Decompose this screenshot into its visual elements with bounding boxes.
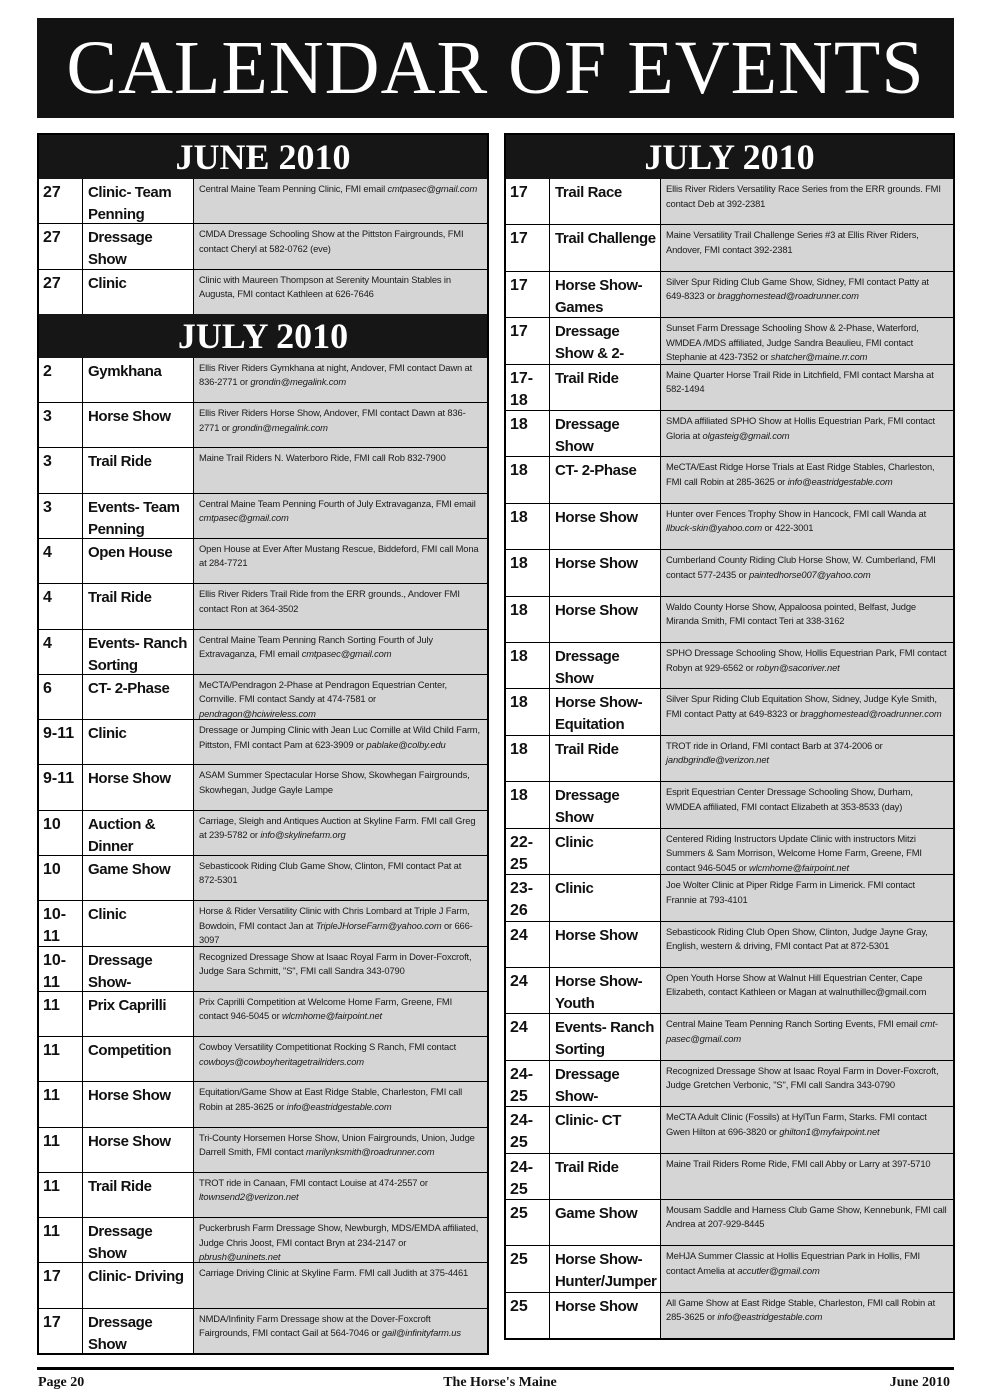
event-row xyxy=(506,1199,953,1245)
event-email: pendragon@hciwireless.com xyxy=(199,707,316,719)
event-email: ltownsend2@verizon.net xyxy=(199,1191,299,1203)
event-description-text: ASAM Summer Spectacular Horse Show, Skowhegan Fairgrounds, Skowhegan, Judge Gayle Lampe xyxy=(199,769,470,795)
event-description xyxy=(661,225,953,270)
event-type: Clinic- Driving xyxy=(83,1263,194,1307)
event-type: Dressage Show xyxy=(550,643,661,688)
event-type: Clinic- Team Penning xyxy=(83,179,194,223)
event-description xyxy=(661,504,953,549)
event-email: pbrush@uninets.net xyxy=(199,1251,281,1263)
event-description-text: Carriage Driving Clinic at Skyline Farm. FMI call Judith at 375-4461 xyxy=(199,1267,469,1279)
page-title: CALENDAR OF EVENTS xyxy=(37,18,954,118)
event-type: Competition xyxy=(83,1037,194,1081)
event-type: Game Show xyxy=(550,1200,661,1245)
event-type: Clinic- CT xyxy=(550,1107,661,1152)
event-row xyxy=(39,1036,487,1081)
event-description xyxy=(661,179,953,224)
event-type: Prix Caprilli xyxy=(83,992,194,1036)
event-type: Clinic xyxy=(83,270,194,314)
event-description xyxy=(661,365,953,410)
event-description-text: MeCTA Adult Clinic (Fossils) at HylTun Farm, Starks. FMI contact Gwen Hilton at 696-3820 or xyxy=(666,1111,927,1137)
event-description xyxy=(194,494,487,538)
event-description-text: Central Maine Team Penning Ranch Sorting Fourth of July Extravaganza, FMI email xyxy=(199,633,433,660)
event-date: 18 xyxy=(506,411,550,456)
event-row xyxy=(39,358,487,402)
event-date: 25 xyxy=(506,1200,550,1245)
event-date: 10 xyxy=(39,856,83,900)
event-row xyxy=(506,317,953,363)
event-type: Dressage Show xyxy=(83,1309,194,1353)
event-date: 4 xyxy=(39,630,83,674)
event-description-text: Maine Versatility Trail Challenge Series #3 at Ellis River Riders, Andover, FMI contact 392-2381 xyxy=(666,229,919,255)
event-row xyxy=(39,719,487,764)
event-row xyxy=(506,735,953,781)
event-email: pablake@colby.edu xyxy=(366,738,446,750)
event-description xyxy=(661,318,953,363)
event-email: info@eastridgestable.com xyxy=(286,1100,392,1112)
event-description xyxy=(661,968,953,1013)
event-description xyxy=(194,270,487,314)
publication-name: The Horse's Maine xyxy=(443,1375,557,1390)
event-row xyxy=(39,991,487,1036)
event-row xyxy=(39,1308,487,1353)
event-description xyxy=(194,856,487,900)
event-row xyxy=(506,781,953,827)
event-description xyxy=(661,1014,953,1059)
event-date: 3 xyxy=(39,448,83,492)
event-row xyxy=(506,179,953,224)
event-description-text: MeHJA Summer Classic at Hollis Equestrian Park in Hollis, FMI contact Amelia at xyxy=(666,1250,920,1276)
event-type: Events- Team Penning xyxy=(83,494,194,538)
event-row xyxy=(506,410,953,456)
event-row xyxy=(506,1060,953,1106)
event-date: 18 xyxy=(506,782,550,827)
event-type: CT- 2-Phase xyxy=(83,675,194,719)
event-row xyxy=(506,688,953,734)
event-email: grondin@megalink.com xyxy=(232,421,328,433)
event-description-text: Ellis River Riders Trail Ride from the ERR grounds., Andover FMI contact Ron at 364-3502 xyxy=(199,588,460,614)
event-row xyxy=(506,503,953,549)
event-date: 10-11 xyxy=(39,901,83,945)
event-description-text: Recognized Dressage Show at Isaac Royal Farm in Dover-Foxcroft, Judge Sara Schmitt, "S", FMI call Sandra 343-0790 xyxy=(199,950,472,976)
event-date: 27 xyxy=(39,224,83,268)
event-email: cmtpasec@gmail.com xyxy=(301,648,392,660)
event-description xyxy=(661,1293,953,1338)
event-date: 11 xyxy=(39,1037,83,1081)
event-email: bragghomestead@roadrunner.com xyxy=(800,707,942,719)
event-email: info@skylinefarm.org xyxy=(260,829,346,841)
event-row xyxy=(39,402,487,447)
event-row xyxy=(506,921,953,967)
event-email: marilynksmith@roadrunner.com xyxy=(305,1146,435,1158)
event-description xyxy=(661,689,953,734)
event-email: cowboys@cowboyheritagetrailriders.com xyxy=(199,1055,364,1067)
event-date: 27 xyxy=(39,179,83,223)
event-type: Dressage Show xyxy=(83,1218,194,1262)
event-description-text: Sunset Farm Dressage Schooling Show & 2-Phase, Waterford, WMDEA /MDS affiliated, Judge Sandra Beaulieu, FMI contact Stephanie at 423-7352 or xyxy=(666,322,919,363)
event-row xyxy=(39,223,487,268)
event-date: 4 xyxy=(39,539,83,583)
event-description-text: TROT ride in Orland, FMI contact Barb at 374-2006 or xyxy=(666,739,883,751)
event-date: 3 xyxy=(39,494,83,538)
event-date: 18 xyxy=(506,504,550,549)
event-description-text: Maine Trail Riders N. Waterboro Ride, FMI call Rob 832-7900 xyxy=(199,452,446,464)
event-row xyxy=(506,224,953,270)
event-type: Horse Show xyxy=(83,1128,194,1172)
event-date: 2 xyxy=(39,358,83,402)
event-type: Trail Ride xyxy=(550,1154,661,1199)
issue-date: June 2010 xyxy=(889,1375,950,1390)
event-type: Horse Show- Games xyxy=(550,272,661,317)
event-type: Horse Show xyxy=(550,550,661,595)
event-description-text: Tri-County Horsemen Horse Show, Union Fairgrounds, Union, Judge Darrell Smith, FMI contact xyxy=(199,1131,475,1158)
event-row xyxy=(39,1127,487,1172)
event-description xyxy=(194,1218,487,1262)
event-description-text: Ellis River Riders Horse Show, Andover, FMI contact Dawn at 836-2771 or xyxy=(199,407,466,433)
event-email: cmtpasec@gmail.com xyxy=(387,183,478,194)
event-type: Horse Show xyxy=(550,504,661,549)
event-description-text: SPHO Dressage Schooling Show, Hollis Equestrian Park, FMI contact Robyn at 929-6562 or xyxy=(666,647,947,673)
event-description xyxy=(194,1037,487,1081)
event-row xyxy=(506,1013,953,1059)
event-description xyxy=(194,811,487,855)
event-description-text: Open House at Ever After Mustang Rescue, Biddeford, FMI call Mona at 284-7721 xyxy=(199,542,479,569)
event-row xyxy=(506,596,953,642)
event-row xyxy=(39,946,487,991)
event-description xyxy=(194,448,487,492)
event-date: 22-25 xyxy=(506,829,550,874)
event-type: Horse Show- Youth xyxy=(550,968,661,1013)
event-type: Auction & Dinner xyxy=(83,811,194,855)
event-description xyxy=(194,403,487,447)
event-date: 25 xyxy=(506,1293,550,1338)
event-description-text: Carriage, Sleigh and Antiques Auction at Skyline Farm. FMI call Greg at 239-5782 or xyxy=(199,814,476,841)
event-type: Horse Show xyxy=(550,597,661,642)
month-header: JUNE 2010 xyxy=(39,135,487,179)
event-description-text: Sebasticook Riding Club Open Show, Clinton, Judge Jayne Gray, English, western & driving, FMI contact Pat at 872-5301 xyxy=(666,925,928,951)
event-description xyxy=(661,875,953,920)
event-row xyxy=(506,1245,953,1291)
event-description xyxy=(661,1246,953,1291)
event-description xyxy=(661,829,953,874)
event-email: jandbgrindle@verizon.net xyxy=(666,754,769,766)
event-type: Open House xyxy=(83,539,194,583)
event-description xyxy=(661,1200,953,1245)
event-row xyxy=(39,629,487,674)
event-description xyxy=(194,224,487,268)
event-description-end: or 666-3097 xyxy=(199,919,473,946)
event-date: 10-11 xyxy=(39,947,83,991)
event-description-text: Mousam Saddle and Harness Club Game Show, Kennebunk, FMI call Andrea at 207-929-8445 xyxy=(666,1203,947,1230)
event-description xyxy=(194,1082,487,1126)
event-date: 9-11 xyxy=(39,720,83,764)
event-description-end: or 422-3001 xyxy=(762,522,814,534)
event-email: olgasteig@gmail.com xyxy=(702,429,790,441)
event-date: 27 xyxy=(39,270,83,314)
event-description-text: NMDA/Infinity Farm Dressage show at the Dover-Foxcroft Fairgrounds, FMI contact Gail at 564-7046 or xyxy=(199,1312,431,1339)
event-description xyxy=(661,1154,953,1199)
event-description xyxy=(194,630,487,674)
event-row xyxy=(506,456,953,502)
event-description xyxy=(194,947,487,991)
event-row xyxy=(39,1081,487,1126)
event-description xyxy=(661,550,953,595)
event-type: Trail Ride xyxy=(550,736,661,781)
event-type: Horse Show xyxy=(83,765,194,809)
event-email: wlcmhome@fairpoint.net xyxy=(282,1010,383,1022)
event-description-text: Hunter over Fences Trophy Show in Hancock, FMI call Wanda at xyxy=(666,507,927,519)
event-description-text: MeCTA/Pendragon 2-Phase at Pendragon Equestrian Center, Cornville. FMI contact Sandy at 474-7581 or xyxy=(199,678,447,705)
event-type: Trail Challenge xyxy=(550,225,661,270)
event-description xyxy=(194,1128,487,1172)
event-row xyxy=(506,1292,953,1338)
event-description xyxy=(194,992,487,1036)
event-type: Trail Ride xyxy=(550,365,661,410)
event-description-text: TROT ride in Canaan, FMI contact Louise at 474-2557 or xyxy=(199,1176,428,1188)
event-description-text: Cowboy Versatility Competitionat Rocking S Ranch, FMI contact xyxy=(199,1041,457,1053)
event-description xyxy=(661,1107,953,1152)
event-email: robyn@sacoriver.net xyxy=(756,661,840,673)
event-description-text: MeCTA/East Ridge Horse Trials at East Ridge Stables, Charleston, FMI call Robin at 285-3625 or xyxy=(666,461,935,487)
event-row xyxy=(39,1217,487,1262)
event-type: Dressage Show xyxy=(550,782,661,827)
event-description xyxy=(661,782,953,827)
event-date: 18 xyxy=(506,597,550,642)
event-row xyxy=(39,538,487,583)
event-row xyxy=(506,1106,953,1152)
event-email: ghilton1@myfairpoint.net xyxy=(779,1125,880,1137)
event-description xyxy=(194,179,487,223)
event-row xyxy=(506,271,953,317)
event-description-text: Silver Spur Riding Club Equitation Show, Sidney, Judge Kyle Smith, FMI contact Patty at 649-8323 or xyxy=(666,693,937,719)
event-row xyxy=(506,967,953,1013)
event-type: Dressage Show xyxy=(550,411,661,456)
event-row xyxy=(39,179,487,223)
event-row xyxy=(506,1153,953,1199)
event-email: wlcmhome@fairpoint.net xyxy=(749,861,850,873)
event-type: Trail Ride xyxy=(83,448,194,492)
event-description-text: All Game Show at East Ridge Stable, Charleston, FMI call Robin at 285-3625 or xyxy=(666,1296,936,1323)
event-date: 17 xyxy=(39,1263,83,1307)
event-description-text: Maine Trail Riders Rome Ride, FMI call Abby or Larry at 397-5710 xyxy=(666,1157,931,1169)
event-email: TripleJHorseFarm@yahoo.com xyxy=(315,919,442,931)
event-row xyxy=(39,1262,487,1307)
event-date: 3 xyxy=(39,403,83,447)
event-description xyxy=(661,272,953,317)
event-email: grondin@megalink.com xyxy=(250,376,347,388)
event-date: 24-25 xyxy=(506,1061,550,1106)
event-date: 17 xyxy=(506,272,550,317)
event-date: 23-26 xyxy=(506,875,550,920)
event-date: 11 xyxy=(39,1128,83,1172)
event-date: 4 xyxy=(39,584,83,628)
event-description xyxy=(661,1061,953,1106)
event-date: 18 xyxy=(506,643,550,688)
event-description xyxy=(194,584,487,628)
event-type: Horse Show xyxy=(83,403,194,447)
footer-rule xyxy=(37,1367,954,1370)
event-description-text: Cumberland County Riding Club Horse Show, W. Cumberland, FMI contact 577-2435 or xyxy=(666,554,936,580)
event-description xyxy=(194,675,487,719)
event-row xyxy=(39,855,487,900)
event-row xyxy=(506,364,953,410)
event-type: Clinic xyxy=(550,875,661,920)
event-email: bragghomestead@roadrunner.com xyxy=(717,290,859,302)
event-date: 17 xyxy=(506,225,550,270)
left-calendar-column xyxy=(37,133,489,1355)
event-row xyxy=(506,828,953,874)
event-type: Dressage Show & 2- xyxy=(550,318,661,363)
event-date: 6 xyxy=(39,675,83,719)
event-description-text: Esprit Equestrian Center Dressage Schooling Show, Durham, WMDEA affiliated, FMI contact Elizabeth at 353-8533 (day) xyxy=(666,786,913,812)
event-type: Horse Show- Equitation xyxy=(550,689,661,734)
event-row xyxy=(39,764,487,809)
event-type: CT- 2-Phase xyxy=(550,457,661,502)
event-description xyxy=(194,1173,487,1217)
event-date: 24-25 xyxy=(506,1154,550,1199)
event-description xyxy=(194,358,487,402)
event-email: cmtpasec@gmail.com xyxy=(199,512,289,524)
event-description-text: Equitation/Game Show at East Ridge Stable, Charleston, FMI call Robin at 285-3625 or xyxy=(199,1086,463,1112)
event-type: Trail Ride xyxy=(83,1173,194,1217)
event-date: 11 xyxy=(39,1218,83,1262)
event-email: accutler@gmail.com xyxy=(737,1264,820,1276)
event-type: Clinic xyxy=(550,829,661,874)
event-date: 11 xyxy=(39,1082,83,1126)
event-row xyxy=(39,674,487,719)
event-description xyxy=(661,643,953,688)
event-description xyxy=(661,457,953,502)
event-row xyxy=(39,447,487,492)
event-type: Clinic xyxy=(83,720,194,764)
event-type: Horse Show xyxy=(83,1082,194,1126)
event-description-text: Dressage or Jumping Clinic with Jean Luc Cornille at Wild Child Farm, Pittston, FMI contact Pam at 623-3909 or xyxy=(199,724,480,750)
event-date: 11 xyxy=(39,1173,83,1217)
event-description xyxy=(194,901,487,945)
event-type: Gymkhana xyxy=(83,358,194,402)
event-type: Clinic xyxy=(83,901,194,945)
event-row xyxy=(39,493,487,538)
event-date: 17 xyxy=(39,1309,83,1353)
event-description-text: Prix Caprilli Competition at Welcome Home Farm, Greene, FMI contact 946-5045 or xyxy=(199,995,453,1022)
event-description xyxy=(661,597,953,642)
event-type: Dressage Show xyxy=(83,224,194,268)
event-description-text: Sebasticook Riding Club Game Show, Clinton, FMI contact Pat at 872-5301 xyxy=(199,859,462,886)
event-description xyxy=(194,1309,487,1353)
event-date: 24 xyxy=(506,922,550,967)
event-type: Horse Show xyxy=(550,1293,661,1338)
event-type: Game Show xyxy=(83,856,194,900)
event-description-text: Clinic with Maureen Thompson at Serenity Mountain Stables in Augusta, FMI contact Kathleen at 626-7646 xyxy=(199,273,451,300)
page-number: Page 20 xyxy=(38,1375,85,1390)
event-date: 17 xyxy=(506,318,550,363)
event-date: 10 xyxy=(39,811,83,855)
month-header: JULY 2010 xyxy=(506,135,953,179)
event-row xyxy=(39,583,487,628)
event-description xyxy=(194,720,487,764)
event-row xyxy=(39,1172,487,1217)
event-description-text: Recognized Dressage Show at Isaac Royal Farm in Dover-Foxcroft, Judge Gretchen Verbonic, "S", FMI call Sandra 343-0790 xyxy=(666,1064,939,1091)
event-email: llbuck-skin@yahoo.com xyxy=(666,522,762,534)
event-description xyxy=(661,411,953,456)
event-date: 18 xyxy=(506,736,550,781)
event-email: paintedhorse007@yahoo.com xyxy=(749,568,871,580)
event-description-text: Waldo County Horse Show, Appaloosa pointed, Belfast, Judge Miranda Smith, FMI contact Teri at 338-3162 xyxy=(666,600,916,627)
event-type: Trail Ride xyxy=(83,584,194,628)
event-email: gail@infinityfarm.us xyxy=(381,1327,461,1339)
event-row xyxy=(506,642,953,688)
event-description-text: Puckerbrush Farm Dressage Show, Newburgh, MDS/EMDA affiliated, Judge Chris Joost, FMI contact Bryn at 234-2147 or xyxy=(199,1222,479,1248)
event-type: Trail Race xyxy=(550,179,661,224)
event-description-text: CMDA Dressage Schooling Show at the Pittston Fairgrounds, FMI contact Cheryl at 582-0762 (eve) xyxy=(199,228,464,254)
event-description-text: Central Maine Team Penning Ranch Sorting Events, FMI email xyxy=(666,1018,921,1030)
event-description-text: Central Maine Team Penning Fourth of July Extravaganza, FMI email xyxy=(199,497,476,509)
event-description-text: Ellis River Riders Versatility Race Series from the ERR grounds. FMI contact Deb at 392-2381 xyxy=(666,183,941,209)
right-calendar-column xyxy=(504,133,955,1340)
event-date: 24 xyxy=(506,1014,550,1059)
event-date: 24-25 xyxy=(506,1107,550,1152)
event-description-text: Open Youth Horse Show at Walnut Hill Equestrian Center, Cape Elizabeth, contact Kathleen or Magan at walnuthillec@gmail.com xyxy=(666,971,927,998)
event-date: 17 xyxy=(506,179,550,224)
event-type: Horse Show- Hunter/Jumper xyxy=(550,1246,661,1291)
event-description xyxy=(661,922,953,967)
event-description-text: Ellis River Riders Gymkhana at night, Andover, FMI contact Dawn at 836-2771 or xyxy=(199,361,473,388)
event-date: 25 xyxy=(506,1246,550,1291)
event-date: 18 xyxy=(506,689,550,734)
event-type: Events- Ranch Sorting xyxy=(83,630,194,674)
event-date: 9-11 xyxy=(39,765,83,809)
event-date: 24 xyxy=(506,968,550,1013)
event-email: info@eastridgestable.com xyxy=(717,1311,823,1323)
event-date: 11 xyxy=(39,992,83,1036)
event-date: 18 xyxy=(506,550,550,595)
event-row xyxy=(506,874,953,920)
event-row xyxy=(39,269,487,314)
event-description xyxy=(661,736,953,781)
event-description xyxy=(194,539,487,583)
event-email: shatcher@maine.rr.com xyxy=(770,351,868,363)
event-description-text: SMDA affiliated SPHO Show at Hollis Equestrian Park, FMI contact Gloria at xyxy=(666,415,935,441)
event-type: Dressage Show- xyxy=(83,947,194,991)
event-description-text: Centered Riding Instructors Update Clinic with instructors Mitzi Summers & Sam Morrison, Welcome Home Farm, Greene, FMI contact 946-5045 or xyxy=(666,832,922,873)
event-email: cmt-pasec@gmail.com xyxy=(666,1018,938,1044)
month-header: JULY 2010 xyxy=(39,314,487,358)
event-type: Horse Show xyxy=(550,922,661,967)
event-description-text: Silver Spur Riding Club Game Show, Sidney, FMI contact Patty at 649-8323 or xyxy=(666,275,929,302)
event-row xyxy=(39,900,487,945)
event-date: 18 xyxy=(506,457,550,502)
event-description xyxy=(194,1263,487,1307)
event-date: 17-18 xyxy=(506,365,550,410)
event-description-text: Maine Quarter Horse Trail Ride in Litchfield, FMI contact Marsha at 582-1494 xyxy=(666,368,934,395)
event-row xyxy=(39,810,487,855)
event-description xyxy=(194,765,487,809)
event-description-text: Joe Wolter Clinic at Piper Ridge Farm in Limerick. FMI contact Frannie at 793-4101 xyxy=(666,879,915,905)
event-description-text: Central Maine Team Penning Clinic, FMI email xyxy=(199,183,388,194)
event-email: info@eastridgestable.com xyxy=(787,475,893,487)
event-row xyxy=(506,549,953,595)
event-description-text: Horse & Rider Versatility Clinic with Chris Lombard at Triple J Farm, Bowdoin, FMI contact Jan at xyxy=(199,905,470,931)
event-type: Events- Ranch Sorting xyxy=(550,1014,661,1059)
event-type: Dressage Show- xyxy=(550,1061,661,1106)
